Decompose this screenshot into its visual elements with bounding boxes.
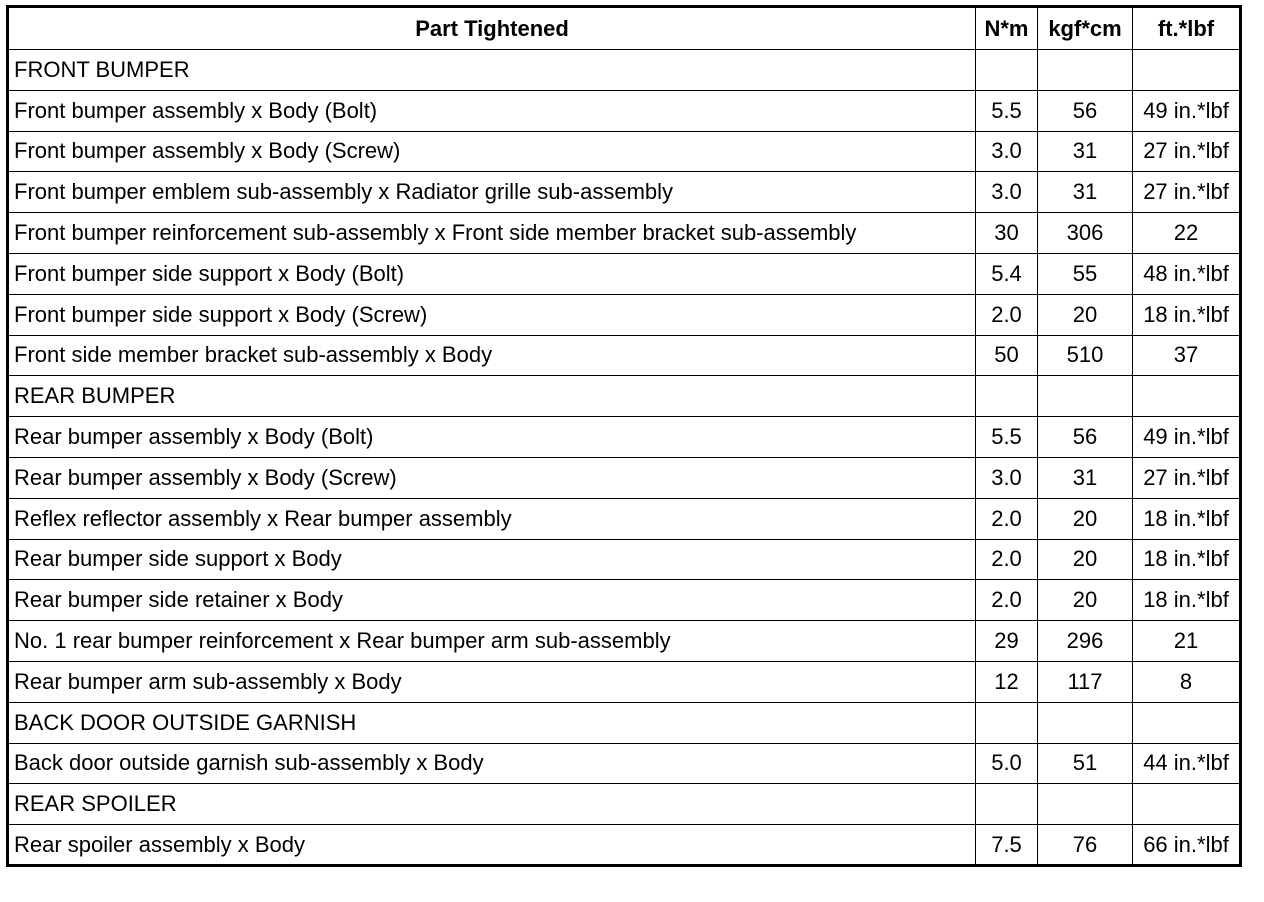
ft-cell: 49 in.*lbf bbox=[1133, 90, 1241, 131]
table-body bbox=[8, 50, 1241, 866]
ft-cell: 48 in.*lbf bbox=[1133, 253, 1241, 294]
part-cell: No. 1 rear bumper reinforcement x Rear bumper arm sub-assembly bbox=[8, 621, 976, 662]
part-cell: Reflex reflector assembly x Rear bumper assembly bbox=[8, 498, 976, 539]
section-row bbox=[8, 50, 1241, 91]
nm-cell bbox=[976, 376, 1038, 417]
kgf-cell: 117 bbox=[1038, 661, 1133, 702]
kgf-cell: 55 bbox=[1038, 253, 1133, 294]
ft-cell: 66 in.*lbf bbox=[1133, 825, 1241, 866]
table-row bbox=[8, 580, 1241, 621]
part-cell: Front bumper emblem sub-assembly x Radiator grille sub-assembly bbox=[8, 172, 976, 213]
kgf-cell bbox=[1038, 50, 1133, 91]
part-cell: Rear bumper assembly x Body (Screw) bbox=[8, 457, 976, 498]
table-row bbox=[8, 90, 1241, 131]
nm-cell: 2.0 bbox=[976, 498, 1038, 539]
header-part-tightened: Part Tightened bbox=[8, 7, 976, 50]
nm-cell: 12 bbox=[976, 661, 1038, 702]
kgf-cell: 31 bbox=[1038, 457, 1133, 498]
kgf-cell: 51 bbox=[1038, 743, 1133, 784]
nm-cell: 3.0 bbox=[976, 457, 1038, 498]
section-title: BACK DOOR OUTSIDE GARNISH bbox=[8, 702, 976, 743]
ft-cell: 49 in.*lbf bbox=[1133, 417, 1241, 458]
header-newton-meter: N*m bbox=[976, 7, 1038, 50]
nm-cell: 30 bbox=[976, 213, 1038, 254]
part-cell: Front side member bracket sub-assembly x Body bbox=[8, 335, 976, 376]
header-ft-lbf: ft.*lbf bbox=[1133, 7, 1241, 50]
torque-spec-table bbox=[6, 5, 1242, 867]
part-cell: Front bumper assembly x Body (Bolt) bbox=[8, 90, 976, 131]
nm-cell: 7.5 bbox=[976, 825, 1038, 866]
part-cell: Front bumper side support x Body (Screw) bbox=[8, 294, 976, 335]
kgf-cell: 20 bbox=[1038, 294, 1133, 335]
kgf-cell: 306 bbox=[1038, 213, 1133, 254]
ft-cell bbox=[1133, 702, 1241, 743]
kgf-cell: 20 bbox=[1038, 539, 1133, 580]
part-cell: Rear bumper assembly x Body (Bolt) bbox=[8, 417, 976, 458]
header-kgf-cm: kgf*cm bbox=[1038, 7, 1133, 50]
ft-cell: 44 in.*lbf bbox=[1133, 743, 1241, 784]
nm-cell: 5.0 bbox=[976, 743, 1038, 784]
ft-cell: 18 in.*lbf bbox=[1133, 580, 1241, 621]
ft-cell bbox=[1133, 784, 1241, 825]
nm-cell: 50 bbox=[976, 335, 1038, 376]
nm-cell: 5.5 bbox=[976, 417, 1038, 458]
ft-cell bbox=[1133, 50, 1241, 91]
kgf-cell bbox=[1038, 702, 1133, 743]
ft-cell: 27 in.*lbf bbox=[1133, 131, 1241, 172]
section-row bbox=[8, 376, 1241, 417]
kgf-cell: 20 bbox=[1038, 498, 1133, 539]
table-row bbox=[8, 253, 1241, 294]
nm-cell: 2.0 bbox=[976, 580, 1038, 621]
section-title: REAR SPOILER bbox=[8, 784, 976, 825]
nm-cell bbox=[976, 784, 1038, 825]
nm-cell: 3.0 bbox=[976, 172, 1038, 213]
table-row bbox=[8, 213, 1241, 254]
kgf-cell: 296 bbox=[1038, 621, 1133, 662]
nm-cell: 5.4 bbox=[976, 253, 1038, 294]
table-row bbox=[8, 335, 1241, 376]
part-cell: Rear spoiler assembly x Body bbox=[8, 825, 976, 866]
table-row bbox=[8, 457, 1241, 498]
kgf-cell: 76 bbox=[1038, 825, 1133, 866]
table-row bbox=[8, 131, 1241, 172]
part-cell: Rear bumper side support x Body bbox=[8, 539, 976, 580]
nm-cell: 3.0 bbox=[976, 131, 1038, 172]
ft-cell: 18 in.*lbf bbox=[1133, 294, 1241, 335]
part-cell: Front bumper reinforcement sub-assembly x Front side member bracket sub-assembly bbox=[8, 213, 976, 254]
ft-cell: 37 bbox=[1133, 335, 1241, 376]
kgf-cell bbox=[1038, 784, 1133, 825]
kgf-cell: 56 bbox=[1038, 417, 1133, 458]
kgf-cell: 31 bbox=[1038, 172, 1133, 213]
ft-cell: 27 in.*lbf bbox=[1133, 172, 1241, 213]
kgf-cell: 56 bbox=[1038, 90, 1133, 131]
table-row bbox=[8, 294, 1241, 335]
section-row bbox=[8, 702, 1241, 743]
nm-cell: 29 bbox=[976, 621, 1038, 662]
nm-cell: 5.5 bbox=[976, 90, 1038, 131]
kgf-cell: 31 bbox=[1038, 131, 1133, 172]
kgf-cell: 510 bbox=[1038, 335, 1133, 376]
nm-cell: 2.0 bbox=[976, 294, 1038, 335]
table-row bbox=[8, 539, 1241, 580]
section-row bbox=[8, 784, 1241, 825]
table-row bbox=[8, 661, 1241, 702]
ft-cell bbox=[1133, 376, 1241, 417]
table-row bbox=[8, 498, 1241, 539]
nm-cell bbox=[976, 50, 1038, 91]
table-row bbox=[8, 743, 1241, 784]
kgf-cell bbox=[1038, 376, 1133, 417]
part-cell: Rear bumper side retainer x Body bbox=[8, 580, 976, 621]
table-row bbox=[8, 417, 1241, 458]
ft-cell: 27 in.*lbf bbox=[1133, 457, 1241, 498]
ft-cell: 18 in.*lbf bbox=[1133, 498, 1241, 539]
part-cell: Front bumper side support x Body (Bolt) bbox=[8, 253, 976, 294]
ft-cell: 21 bbox=[1133, 621, 1241, 662]
nm-cell bbox=[976, 702, 1038, 743]
ft-cell: 18 in.*lbf bbox=[1133, 539, 1241, 580]
part-cell: Rear bumper arm sub-assembly x Body bbox=[8, 661, 976, 702]
table-row bbox=[8, 825, 1241, 866]
table-header-row bbox=[8, 7, 1241, 50]
ft-cell: 8 bbox=[1133, 661, 1241, 702]
table-row bbox=[8, 172, 1241, 213]
table-row bbox=[8, 621, 1241, 662]
kgf-cell: 20 bbox=[1038, 580, 1133, 621]
part-cell: Back door outside garnish sub-assembly x Body bbox=[8, 743, 976, 784]
ft-cell: 22 bbox=[1133, 213, 1241, 254]
nm-cell: 2.0 bbox=[976, 539, 1038, 580]
part-cell: Front bumper assembly x Body (Screw) bbox=[8, 131, 976, 172]
section-title: FRONT BUMPER bbox=[8, 50, 976, 91]
section-title: REAR BUMPER bbox=[8, 376, 976, 417]
